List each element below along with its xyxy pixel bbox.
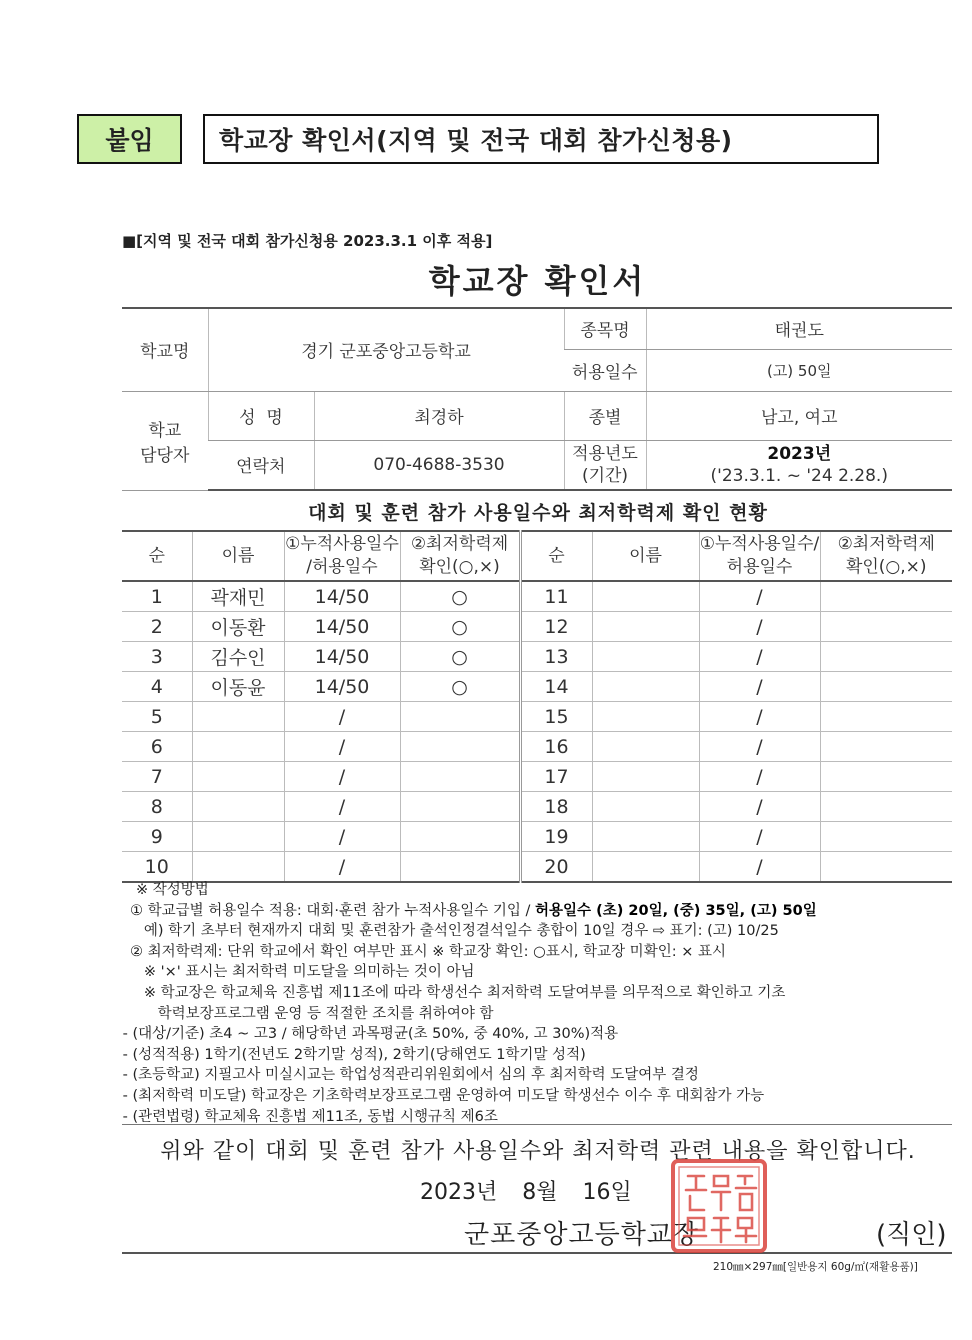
row-check-right (820, 762, 952, 792)
header-academic-line2: 확인(○,×) (419, 557, 500, 577)
note-5: 학력보장프로그램 운영 등 적절한 조치를 취하여야 함 (130, 1005, 494, 1022)
row-name-right (592, 581, 699, 612)
row-name (192, 732, 284, 762)
row-check-right (820, 792, 952, 822)
divider (122, 1124, 952, 1125)
row-check-right (820, 672, 952, 702)
category-value: 남고, 여고 (646, 391, 952, 440)
school-name-label: 학교명 (122, 308, 208, 391)
row-name (192, 702, 284, 732)
row-check: ○ (400, 672, 520, 702)
header-days-right-line2: 허용일수 (726, 557, 793, 577)
table-row (122, 732, 952, 762)
year-label-line1: 적용년도 (572, 443, 638, 464)
row-name-right (592, 672, 699, 702)
staff-name-value: 최경하 (314, 391, 564, 440)
school-name-value: 경기 군포중앙고등학교 (208, 308, 564, 391)
table-row (122, 642, 952, 672)
row-no-right: 16 (520, 732, 592, 762)
row-name-right (592, 642, 699, 672)
attachment-badge: 붙임 (77, 114, 182, 164)
note-10: - (관련법령) 학교체육 진흥법 제11조, 동법 시행규칙 제6조 (118, 1108, 498, 1125)
row-no: 8 (122, 792, 192, 822)
row-check (400, 822, 520, 852)
row-days-right: / (699, 852, 820, 883)
allowed-days-label: 허용일수 (564, 349, 646, 391)
row-name-right (592, 762, 699, 792)
row-check-right (820, 642, 952, 672)
header-no-right: 순 (520, 531, 592, 581)
row-no: 3 (122, 642, 192, 672)
header-name: 이름 (192, 531, 284, 581)
row-no: 10 (122, 852, 192, 883)
row-check (400, 702, 520, 732)
table-row (122, 672, 952, 702)
header-academic-right (820, 531, 952, 581)
row-days-right: / (699, 702, 820, 732)
row-no-right: 19 (520, 822, 592, 852)
header-days-right-line1: ①누적사용일수/ (699, 534, 820, 554)
row-name-right (592, 702, 699, 732)
row-name-right (592, 852, 699, 883)
row-days-right: / (699, 762, 820, 792)
row-name (192, 792, 284, 822)
row-no-right: 20 (520, 852, 592, 883)
note-1 (130, 901, 960, 922)
row-days: / (284, 702, 400, 732)
principal-name: 군포중앙고등학교장 (464, 1220, 700, 1250)
row-no: 1 (122, 581, 192, 612)
row-check: ○ (400, 581, 520, 612)
row-check (400, 732, 520, 762)
row-check (400, 762, 520, 792)
row-name-right (592, 792, 699, 822)
year-value (646, 440, 952, 490)
row-no-right: 14 (520, 672, 592, 702)
row-days: / (284, 792, 400, 822)
table-row (122, 852, 952, 883)
row-days: / (284, 852, 400, 883)
header-academic-right-line1: ②최저학력제 (837, 534, 935, 554)
row-no: 6 (122, 732, 192, 762)
row-days: / (284, 822, 400, 852)
row-days: 14/50 (284, 672, 400, 702)
table-row (122, 702, 952, 732)
table-row (122, 762, 952, 792)
note-3: ※ '×' 표시는 최저학력 미도달을 의미하는 것이 아님 (130, 964, 475, 981)
row-check-right (820, 612, 952, 642)
note-9: - (최저학력 미도달) 학교장은 기초학력보장프로그램 운영하여 미도달 학생선수 이수 후 대회참가 가능 (118, 1087, 765, 1104)
staff-label (122, 391, 208, 490)
row-days: / (284, 762, 400, 792)
school-seal-stamp (670, 1158, 768, 1254)
year-label (564, 440, 646, 490)
table-row (122, 822, 952, 852)
row-name: 김수인 (192, 642, 284, 672)
row-check-right (820, 852, 952, 883)
row-name: 이동윤 (192, 672, 284, 702)
contact-value: 070-4688-3530 (314, 440, 564, 490)
row-no-right: 11 (520, 581, 592, 612)
note-1-bold: 허용일수 (초) 20일, (중) 35일, (고) 50일 (535, 902, 817, 919)
sport-label: 종목명 (564, 308, 646, 349)
row-name-right (592, 732, 699, 762)
row-days-right: / (699, 672, 820, 702)
row-days: 14/50 (284, 642, 400, 672)
header-days-line2: /허용일수 (306, 557, 378, 577)
header-days-line1: ①누적사용일수 (285, 534, 399, 554)
table-row (122, 581, 952, 612)
note-1-text: ① 학교급별 허용일수 적용: 대회·훈련 참가 누적사용일수 기입 / (130, 902, 536, 919)
row-check-right (820, 822, 952, 852)
row-check-right (820, 732, 952, 762)
sport-value: 태권도 (646, 308, 952, 349)
staff-name-label: 성 명 (208, 391, 314, 440)
allowed-days-value: (고) 50일 (646, 349, 952, 391)
confirmation-text: 위와 같이 대회 및 훈련 참가 사용일수와 최저학력 관련 내용을 확인합니다. (160, 1139, 916, 1164)
row-days: 14/50 (284, 581, 400, 612)
row-name-right (592, 822, 699, 852)
note-1-example: 예) 학기 초부터 현재까지 대회 및 훈련참가 출석인정결석일수 총합이 10일 경우 ⇨ 표기: (고) 10/25 (130, 923, 779, 940)
row-days-right: / (699, 792, 820, 822)
row-days-right: / (699, 581, 820, 612)
row-days-right: / (699, 642, 820, 672)
official-seal-label: (직인) (876, 1220, 947, 1250)
row-name (192, 822, 284, 852)
participation-table (122, 530, 952, 883)
instructions (118, 880, 960, 1127)
year-label-line2: (기간) (581, 465, 629, 486)
staff-label-line1: 학교 (148, 420, 182, 441)
note-2: ② 최저학력제: 단위 학교에서 확인 여부만 표시 ※ 학교장 확인: ○표시, 학교장 미확인: × 표시 (130, 943, 726, 960)
document-title: 학교장 확인서 (428, 262, 647, 300)
year-value-line1: 2023년 (767, 443, 832, 464)
row-no-right: 18 (520, 792, 592, 822)
row-check: ○ (400, 612, 520, 642)
row-no: 4 (122, 672, 192, 702)
row-no-right: 17 (520, 762, 592, 792)
year-value-line2: ('23.3.1. ~ '24 2.28.) (710, 465, 888, 486)
row-name: 이동환 (192, 612, 284, 642)
row-days-right: / (699, 612, 820, 642)
row-check (400, 852, 520, 883)
header-academic (400, 531, 520, 581)
row-no-right: 12 (520, 612, 592, 642)
row-check (400, 792, 520, 822)
row-no: 5 (122, 702, 192, 732)
category-label: 종별 (564, 391, 646, 440)
header-no: 순 (122, 531, 192, 581)
issue-date: 2023년 8월 16일 (420, 1180, 632, 1205)
row-name (192, 762, 284, 792)
attachment-title: 학교장 확인서(지역 및 전국 대회 참가신청용) (203, 114, 879, 164)
header-days (284, 531, 400, 581)
form-subtitle: ■[지역 및 전국 대회 참가신청용 2023.3.1 이후 적용] (122, 232, 493, 250)
row-name: 곽재민 (192, 581, 284, 612)
row-no: 9 (122, 822, 192, 852)
row-no-right: 15 (520, 702, 592, 732)
row-check: ○ (400, 642, 520, 672)
row-days: 14/50 (284, 612, 400, 642)
bottom-divider (122, 1252, 952, 1254)
row-name-right (592, 612, 699, 642)
row-name (192, 852, 284, 883)
row-days-right: / (699, 822, 820, 852)
row-no-right: 13 (520, 642, 592, 672)
row-check-right (820, 581, 952, 612)
table-row (122, 792, 952, 822)
note-6: - (대상/기준) 초4 ~ 고3 / 해당학년 과목평균(초 50%, 중 40%, 고 30%)적용 (118, 1026, 619, 1043)
row-days-right: / (699, 732, 820, 762)
paper-spec: 210㎜×297㎜[일반용지 60g/㎡(재활용품)] (713, 1261, 918, 1273)
note-7: - (성적적용) 1학기(전년도 2학기말 성적), 2학기(당해연도 1학기말 성적) (118, 1046, 586, 1063)
row-days: / (284, 732, 400, 762)
header-academic-right-line2: 확인(○,×) (845, 557, 927, 577)
header-name-right: 이름 (592, 531, 699, 581)
row-no: 2 (122, 612, 192, 642)
section-title: 대회 및 훈련 참가 사용일수와 최저학력제 확인 현황 (308, 502, 768, 524)
note-4: ※ 학교장은 학교체육 진흥법 제11조에 따라 학생선수 최저학력 도달여부를 의무적으로 확인하고 기초 (130, 984, 786, 1001)
header-academic-line1: ②최저학력제 (410, 534, 509, 554)
row-no: 7 (122, 762, 192, 792)
table-row (122, 612, 952, 642)
notes-heading: ※ 작성방법 (136, 882, 209, 898)
staff-label-line2: 담당자 (140, 445, 190, 466)
contact-label: 연락처 (208, 440, 314, 490)
school-info-table (122, 307, 952, 491)
note-8: - (초등학교) 지필고사 미실시교는 학업성적관리위원회에서 심의 후 최저학력 도달여부 결정 (118, 1067, 699, 1084)
header-days-right (699, 531, 820, 581)
row-check-right (820, 702, 952, 732)
